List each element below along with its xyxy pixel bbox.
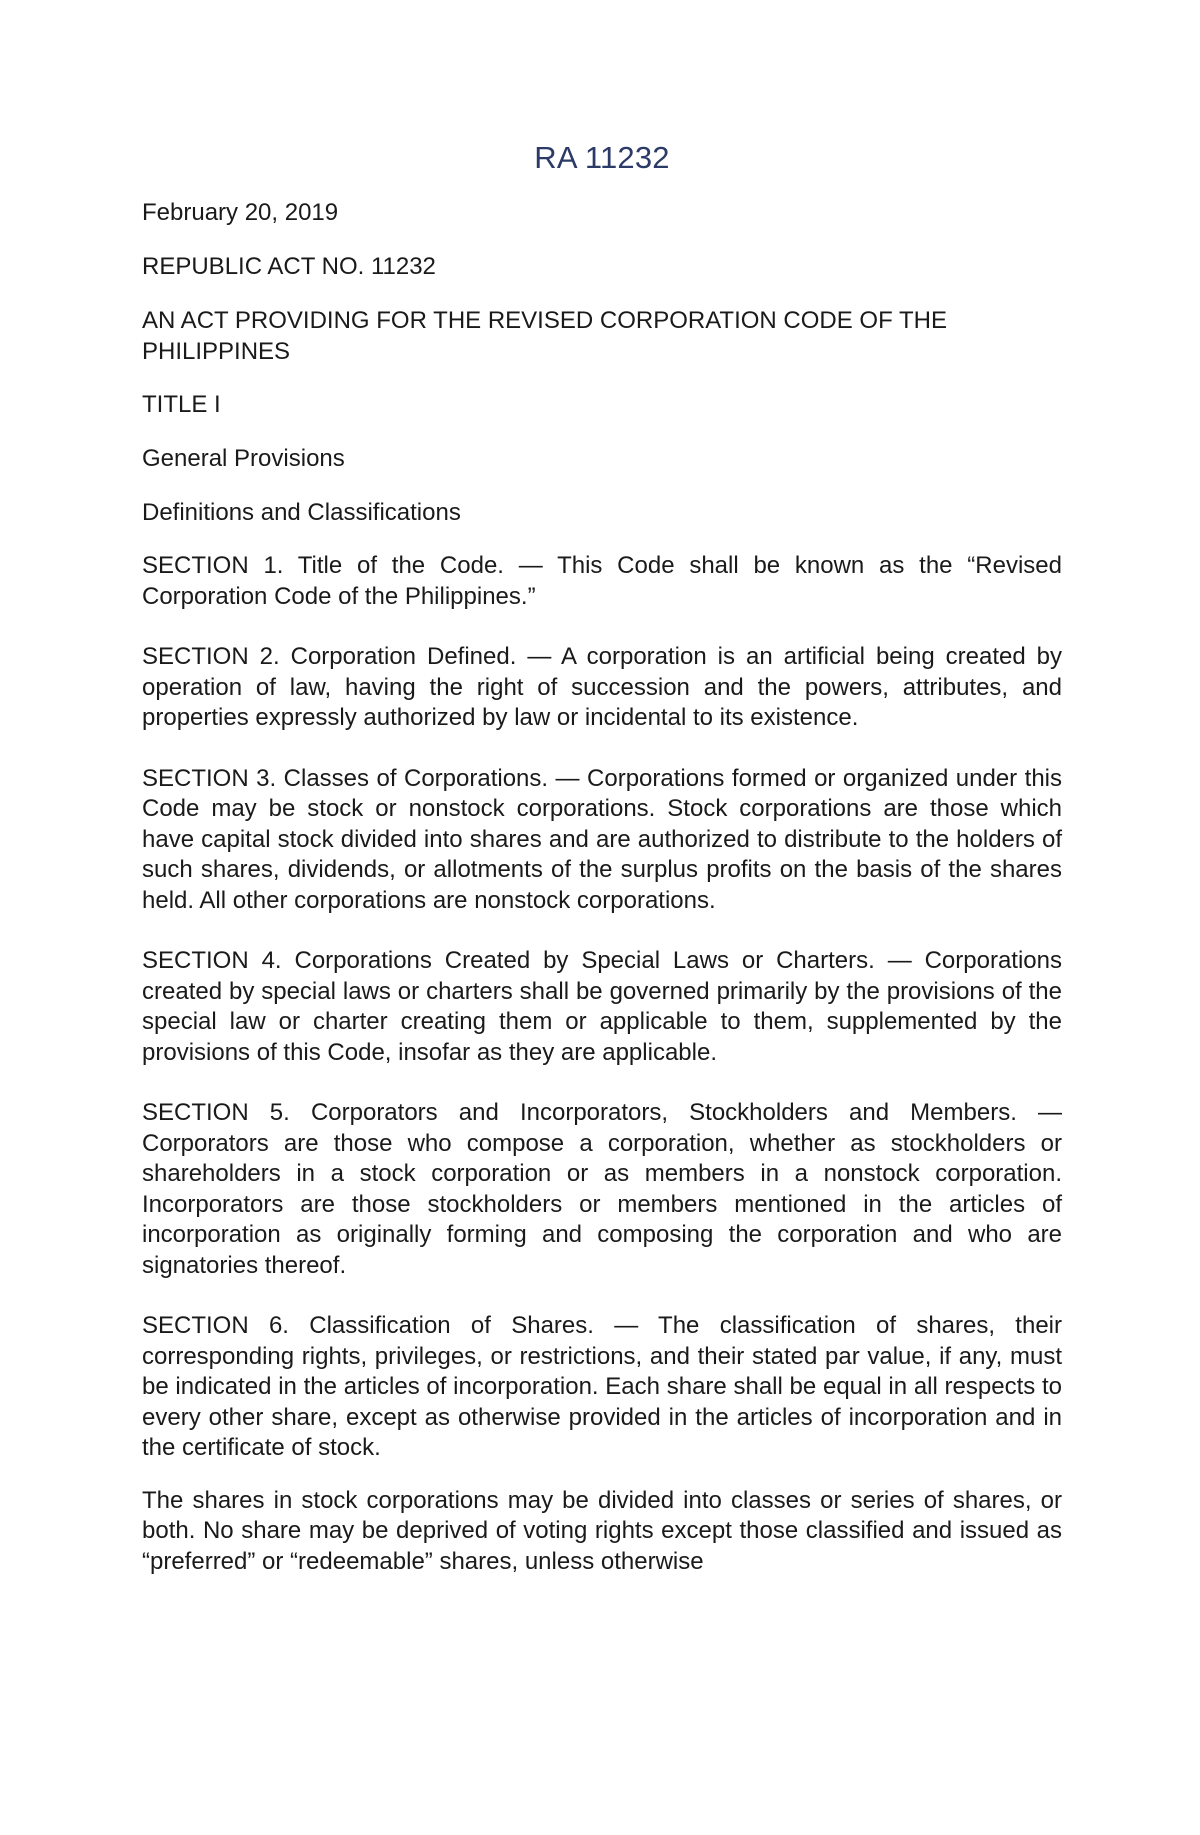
section-1: SECTION 1. Title of the Code. — This Code shall be known as the “Revised Corporation Code of the Philippines.”: [142, 552, 1062, 610]
section-5: SECTION 5. Corporators and Incorporators, Stockholders and Members. — Corporators are those who compose a corporation, whether as stockholders or shareholders in a stock corporation or as members in a nonstock corporation. Incorporators are those stockholders or members mentioned in the articles of incorporation as originally forming and composing the corporation and who are signatories thereof.: [142, 1099, 1062, 1279]
act-title: AN ACT PROVIDING FOR THE REVISED CORPORATION CODE OF THE PHILIPPINES: [142, 307, 947, 365]
title-heading: TITLE I: [142, 391, 221, 418]
continuation-paragraph: The shares in stock corporations may be divided into classes or series of shares, or both. No share may be deprived of voting rights except those classified and issued as “preferred” or “redeemable” shares, unless otherwise: [142, 1486, 1062, 1575]
act-number: REPUBLIC ACT NO. 11232: [142, 253, 436, 280]
document-date: February 20, 2019: [142, 199, 339, 226]
section-3: SECTION 3. Classes of Corporations. — Corporations formed or organized under this Code may be stock or nonstock corporations. Stock corporations are those which have capital stock divided into shares and are authorized to distribute to the holders of such shares, dividends, or allotments of the surplus profits on the basis of the shares held. All other corporations are nonstock corporations.: [142, 764, 1062, 914]
subheading: Definitions and Classifications: [142, 499, 461, 526]
section-4: SECTION 4. Corporations Created by Special Laws or Charters. — Corporations created by special laws or charters shall be governed primarily by the provisions of the special law or charter creating them or applicable to them, supplemented by the provisions of this Code, insofar as they are applicable.: [142, 947, 1062, 1066]
section-6: SECTION 6. Classification of Shares. — The classification of shares, their corresponding rights, privileges, or restrictions, and their stated par value, if any, must be indicated in the articles of incorporation. Each share shall be equal in all respects to every other share, except as otherwise provided in the articles of incorporation and in the certificate of stock.: [142, 1312, 1062, 1461]
section-2: SECTION 2. Corporation Defined. — A corporation is an artificial being created by operation of law, having the right of succession and the powers, attributes, and properties expressly authorized by law or incidental to its existence.: [142, 643, 1062, 731]
document-title: RA 11232: [534, 140, 670, 175]
document-content: [142, 136, 1062, 1607]
chapter-heading: General Provisions: [142, 445, 345, 472]
